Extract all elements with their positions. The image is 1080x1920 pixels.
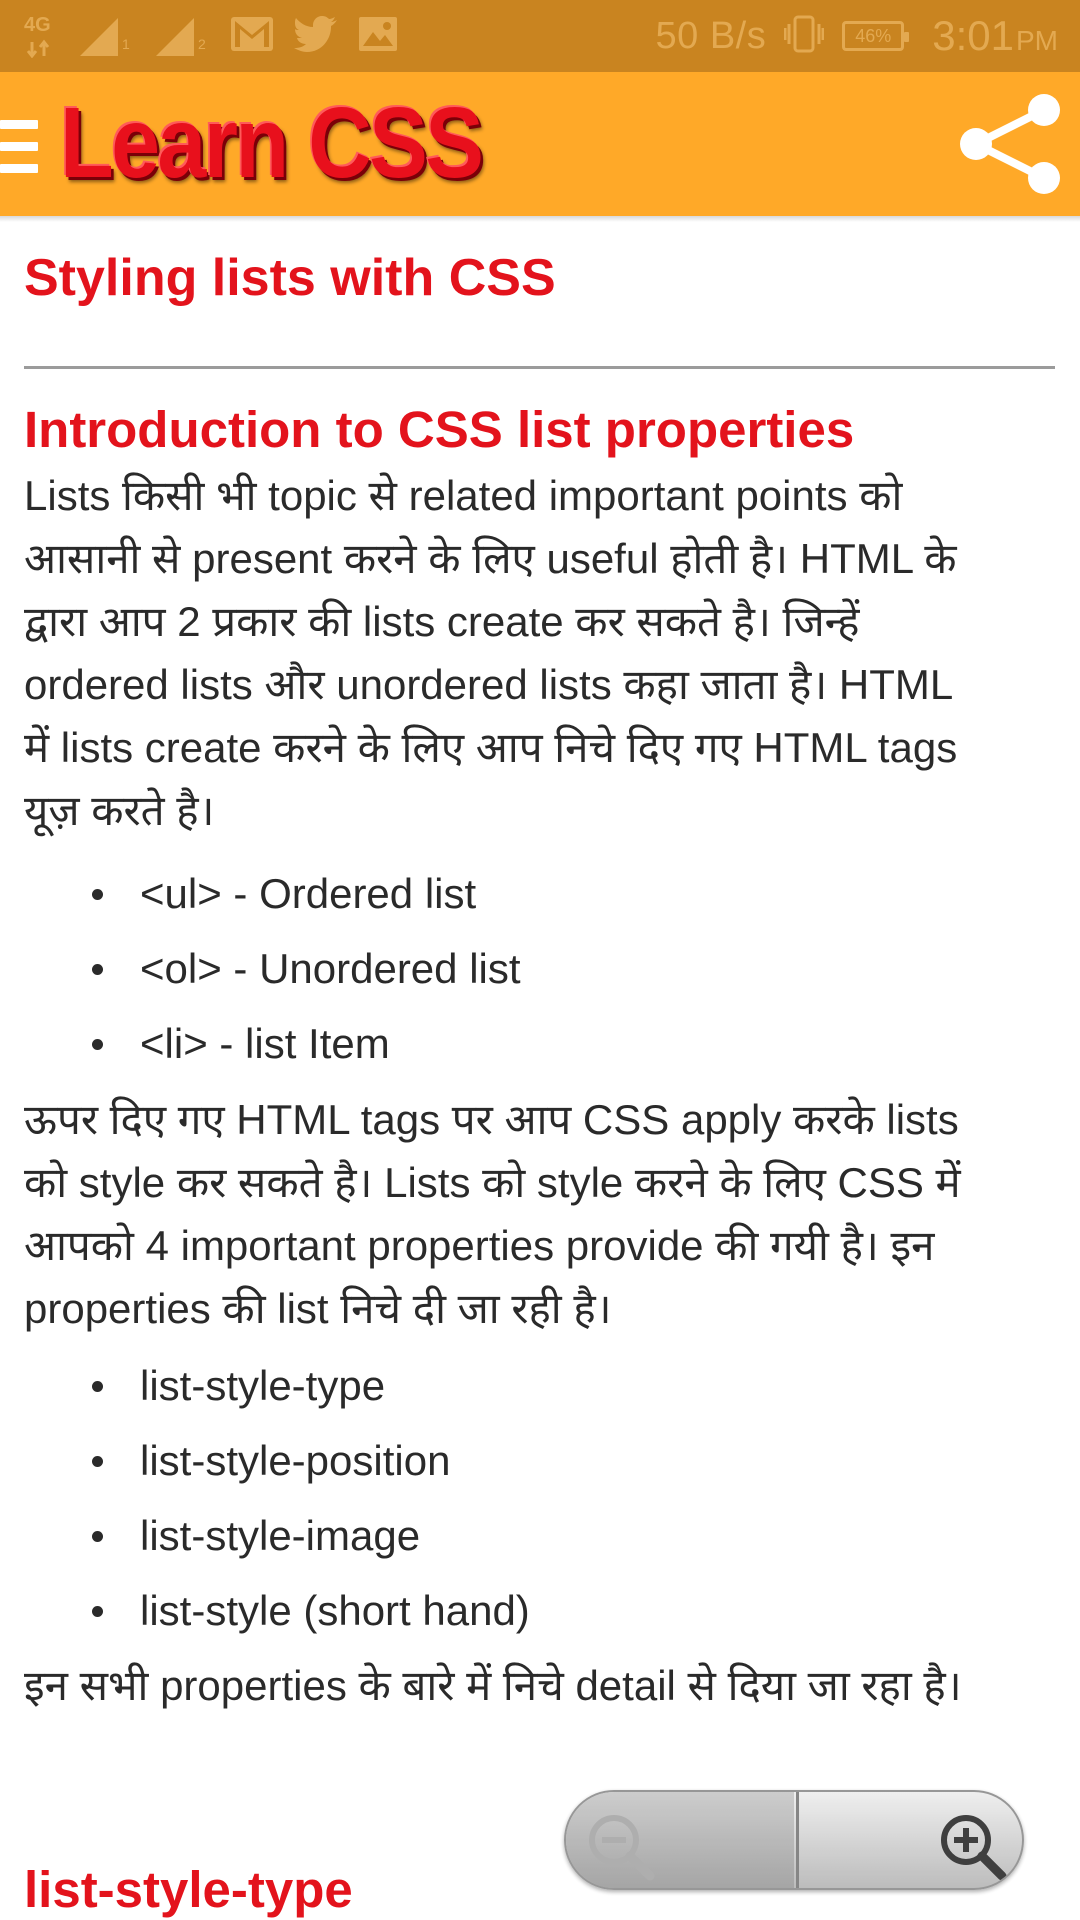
signal-sim2-icon (154, 14, 210, 58)
zoom-out-button[interactable] (566, 1792, 794, 1888)
network-type-label: 4G (24, 14, 51, 36)
data-speed: 50 B/s (655, 14, 767, 57)
list-item (92, 1573, 530, 1648)
share-icon[interactable] (956, 92, 1060, 196)
bullet (92, 1039, 103, 1050)
bullet (92, 964, 103, 975)
clock-time: 3:01 (932, 12, 1014, 59)
paragraph-line: आसानी से present करने के लिए useful होती है। HTML के (24, 535, 957, 582)
sim2-label: 2 (198, 36, 206, 52)
detail-paragraph (24, 1654, 1064, 1717)
paragraph-line: ordered lists और unordered lists कहा जाता है। HTML (24, 661, 954, 708)
signal-sim1-icon (78, 14, 134, 58)
list-item-text: <li> - list Item (140, 1020, 390, 1067)
list-item-text: <ul> - Ordered list (140, 870, 477, 917)
paragraph-line: आपको 4 important properties provide की गयी है। इन (24, 1222, 935, 1269)
list-style-type-heading: list-style-type (24, 1861, 353, 1918)
divider (24, 366, 1055, 369)
paragraph-line: ऊपर दिए गए HTML tags पर आप CSS apply करके lists (24, 1096, 959, 1143)
paragraph-line: properties की list निचे दी जा रही है। (24, 1285, 612, 1332)
html-tags-list (92, 856, 521, 1081)
zoom-control (564, 1790, 1024, 1890)
zoom-in-button[interactable] (794, 1792, 1022, 1888)
list-item (92, 1348, 530, 1423)
list-item (92, 1006, 521, 1081)
bullet (92, 1381, 103, 1392)
hamburger-menu-icon[interactable] (0, 120, 38, 172)
app-bar-shadow (0, 216, 1080, 222)
paragraph-line: यूज़ करते है। (24, 787, 215, 834)
image-icon (358, 16, 398, 57)
list-item-text: list-style (short hand) (140, 1587, 530, 1634)
paragraph-line: इन सभी properties के बारे में निचे detail से दिया जा रहा है। (24, 1662, 962, 1709)
paragraph-line: को style कर सकते है। Lists को style करने के लिए CSS में (24, 1159, 961, 1206)
intro-paragraph (24, 464, 1064, 842)
battery-indicator: 46% (842, 21, 904, 51)
vibrate-icon (784, 14, 824, 59)
paragraph-line: द्वारा आप 2 प्रकार की lists create कर सकते है। जिन्हें (24, 598, 860, 645)
twitter-icon (294, 16, 338, 57)
app-title: Learn CSS (60, 87, 482, 199)
zoom-out-icon (584, 1810, 656, 1882)
list-item (92, 1498, 530, 1573)
status-left-icons (24, 14, 398, 58)
css-properties-list (92, 1348, 530, 1648)
status-right-icons (656, 12, 1058, 60)
bullet (92, 889, 103, 900)
intro-heading: Introduction to CSS list properties (24, 401, 855, 458)
list-item-text: list-style-position (140, 1437, 451, 1484)
app-bar (0, 72, 1080, 216)
page-title: Styling lists with CSS (24, 249, 556, 307)
gmail-icon (230, 16, 274, 57)
list-item (92, 856, 521, 931)
clock (932, 12, 1058, 60)
paragraph-line: Lists किसी भी topic से related important points को (24, 472, 903, 519)
list-item-text: <ol> - Unordered list (140, 945, 521, 992)
zoom-in-icon (936, 1810, 1008, 1882)
bullet (92, 1531, 103, 1542)
status-bar (0, 0, 1080, 72)
list-item (92, 1423, 530, 1498)
paragraph-line: में lists create करने के लिए आप निचे दिए गए HTML tags (24, 724, 958, 771)
bullet (92, 1606, 103, 1617)
list-item (92, 931, 521, 1006)
list-item-text: list-style-image (140, 1512, 421, 1559)
list-item-text: list-style-type (140, 1362, 386, 1409)
bullet (92, 1456, 103, 1467)
apply-paragraph (24, 1088, 1064, 1340)
network-type-icon (24, 14, 58, 58)
clock-ampm: PM (1016, 25, 1058, 56)
sim1-label: 1 (122, 36, 130, 52)
